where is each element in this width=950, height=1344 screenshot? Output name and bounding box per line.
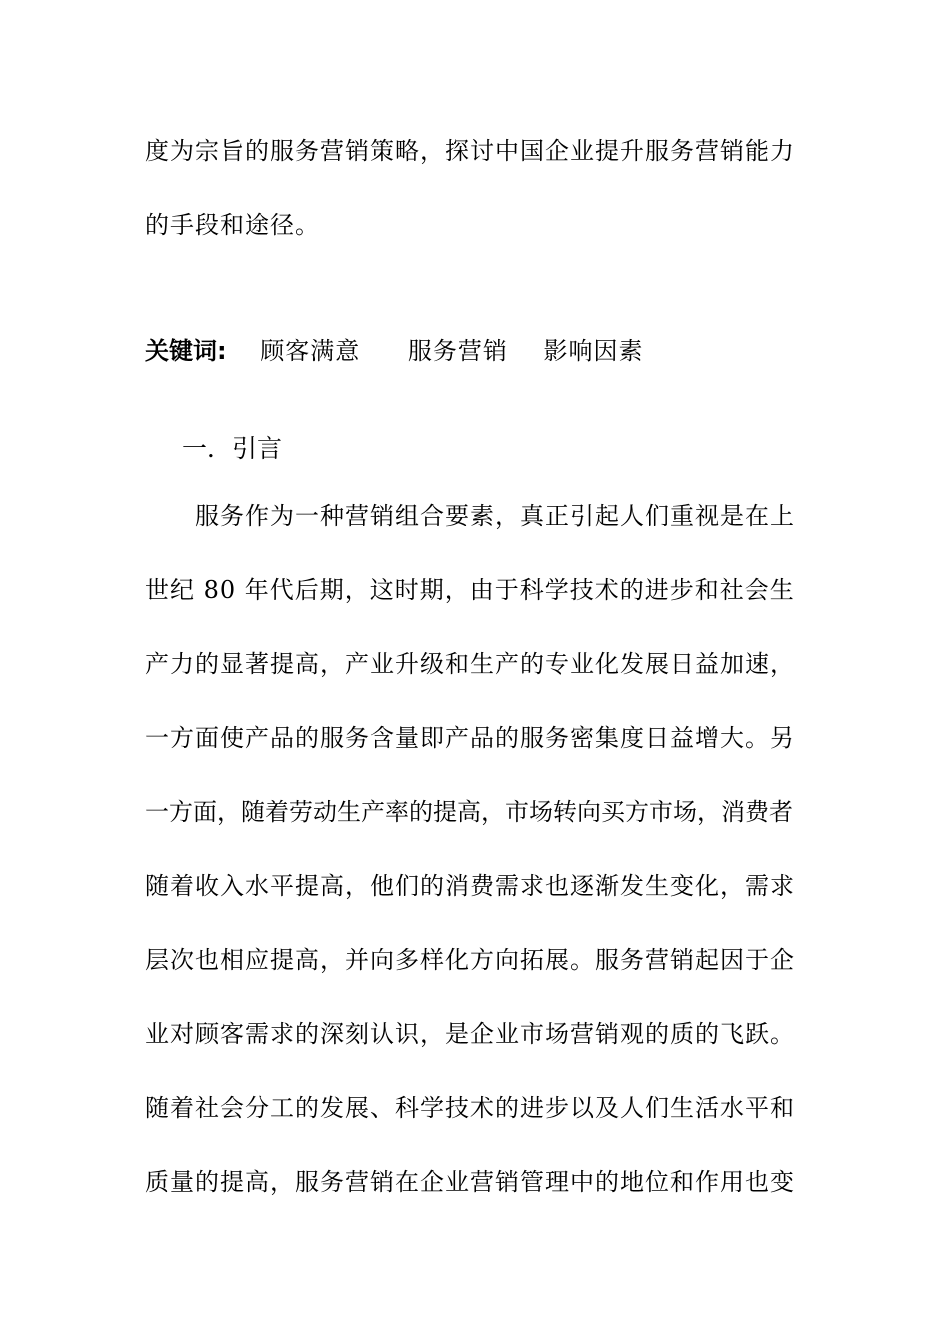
body-line: 一方面使产品的服务含量即产品的服务密集度日益增大。另 [145, 724, 795, 752]
body-line: 一方面，随着劳动生产率的提高，市场转向买方市场，消费者 [145, 798, 793, 826]
body-line: 产力的显著提高，产业升级和生产的专业化发展日益加速， [145, 650, 795, 678]
body-line: 世纪 80 年代后期，这时期，由于科学技术的进步和社会生 [145, 576, 795, 604]
body-line: 随着社会分工的发展、科学技术的进步以及人们生活水平和 [145, 1094, 795, 1122]
body-line: 随着收入水平提高，他们的消费需求也逐渐发生变化，需求 [145, 872, 795, 900]
body-line: 服务作为一种营销组合要素，真正引起人们重视是在上 [195, 502, 795, 530]
body-line: 层次也相应提高，并向多样化方向拓展。服务营销起因于企 [145, 946, 795, 974]
keywords-label: 关键词: [145, 337, 227, 365]
keyword-item: 影响因素 [543, 337, 644, 365]
section-heading: 一．引言 [182, 434, 283, 463]
body-line: 质量的提高，服务营销在企业营销管理中的地位和作用也变 [145, 1168, 795, 1196]
body-line: 业对顾客需求的深刻认识，是企业市场营销观的质的飞跃。 [145, 1020, 795, 1048]
keyword-item: 顾客满意 [260, 337, 361, 365]
keywords-row [145, 336, 644, 366]
abstract-line: 的手段和途径。 [145, 211, 320, 239]
abstract-line: 度为宗旨的服务营销策略，探讨中国企业提升服务营销能力 [145, 137, 795, 165]
keyword-item: 服务营销 [407, 337, 508, 365]
